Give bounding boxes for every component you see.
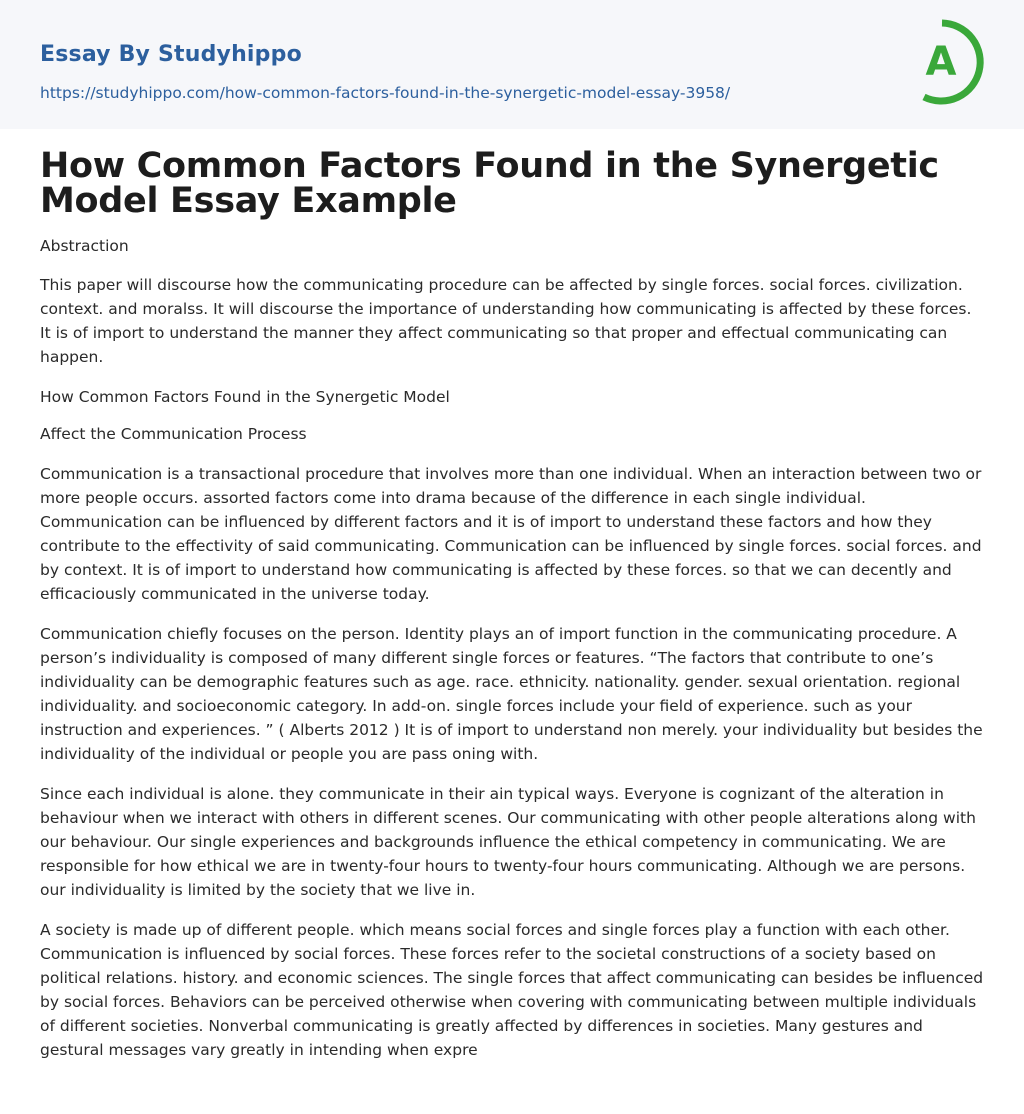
site-header — [0, 0, 1024, 129]
paragraph-2: Communication chiefly focuses on the person. Identity plays an of import function in the communicating procedure. A person’s individuality is composed of many different single forces or features. “The factors that contribute to one’s individuality can be demographic features such as age. race. ethnicity. nationality. gender. sexual orientation. regional individuality. and socioeconomic category. In add-on. single forces include your field of experience. such as your instruction and experiences. ” ( Alberts 2012 ) It is of import to understand non merely. your individuality but besides the individuality of the individual or people you are pass oning with. — [40, 625, 983, 763]
essay-content — [0, 129, 1024, 1062]
brand-title[interactable]: Essay By Studyhippo — [40, 42, 302, 67]
section-heading-line-2: Affect the Communication Process — [40, 425, 307, 443]
section-heading-line-1: How Common Factors Found in the Synergetic Model — [40, 388, 450, 406]
logo-letter: A — [925, 39, 957, 85]
paragraph-1: Communication is a transactional procedure that involves more than one individual. When an interaction between two or more people occurs. assorted factors come into drama because of the difference in each single individual. Communication can be influenced by different factors and it is of import to understand these factors and how they contribute to the effectivity of said communicating. Communication can be influenced by single forces. social forces. and by context. It is of import to understand how communicating is affected by these forces. so that we can decently and efficaciously communicated in the universe today. — [40, 465, 982, 603]
essay-title: How Common Factors Found in the Synergetic Model Essay Example — [40, 146, 939, 221]
abstract-paragraph: This paper will discourse how the communicating procedure can be affected by single forces. social forces. civilization. context. and moralss. It will discourse the importance of understanding how communicating is affected by these forces. It is of import to understand the manner they affect communicating so that proper and effectual communicating can happen. — [40, 276, 972, 366]
abstraction-label: Abstraction — [40, 237, 129, 255]
source-url-link[interactable]: https://studyhippo.com/how-common-factors-found-in-the-synergetic-model-essay-3958/ — [40, 84, 731, 102]
studyhippo-logo-icon[interactable] — [912, 19, 986, 105]
paragraph-4: A society is made up of different people. which means social forces and single forces play a function with each other. Communication is influenced by social forces. These forces refer to the societal constructions of a society based on political relations. history. and economic sciences. The single forces that affect communicating can besides be influenced by social forces. Behaviors can be perceived otherwise when covering with communicating between multiple individuals of different societies. Nonverbal communicating is greatly affected by differences in societies. Many gestures and gestural messages vary greatly in intending when expre — [40, 921, 984, 1059]
paragraph-3: Since each individual is alone. they communicate in their ain typical ways. Everyone is cognizant of the alteration in behaviour when we interact with others in different scenes. Our communicating with other people alterations along with our behaviour. Our single experiences and backgrounds influence the ethical competency in communicating. We are responsible for how ethical we are in twenty-four hours to twenty-four hours communicating. Although we are persons. our individuality is limited by the society that we live in. — [40, 785, 976, 899]
